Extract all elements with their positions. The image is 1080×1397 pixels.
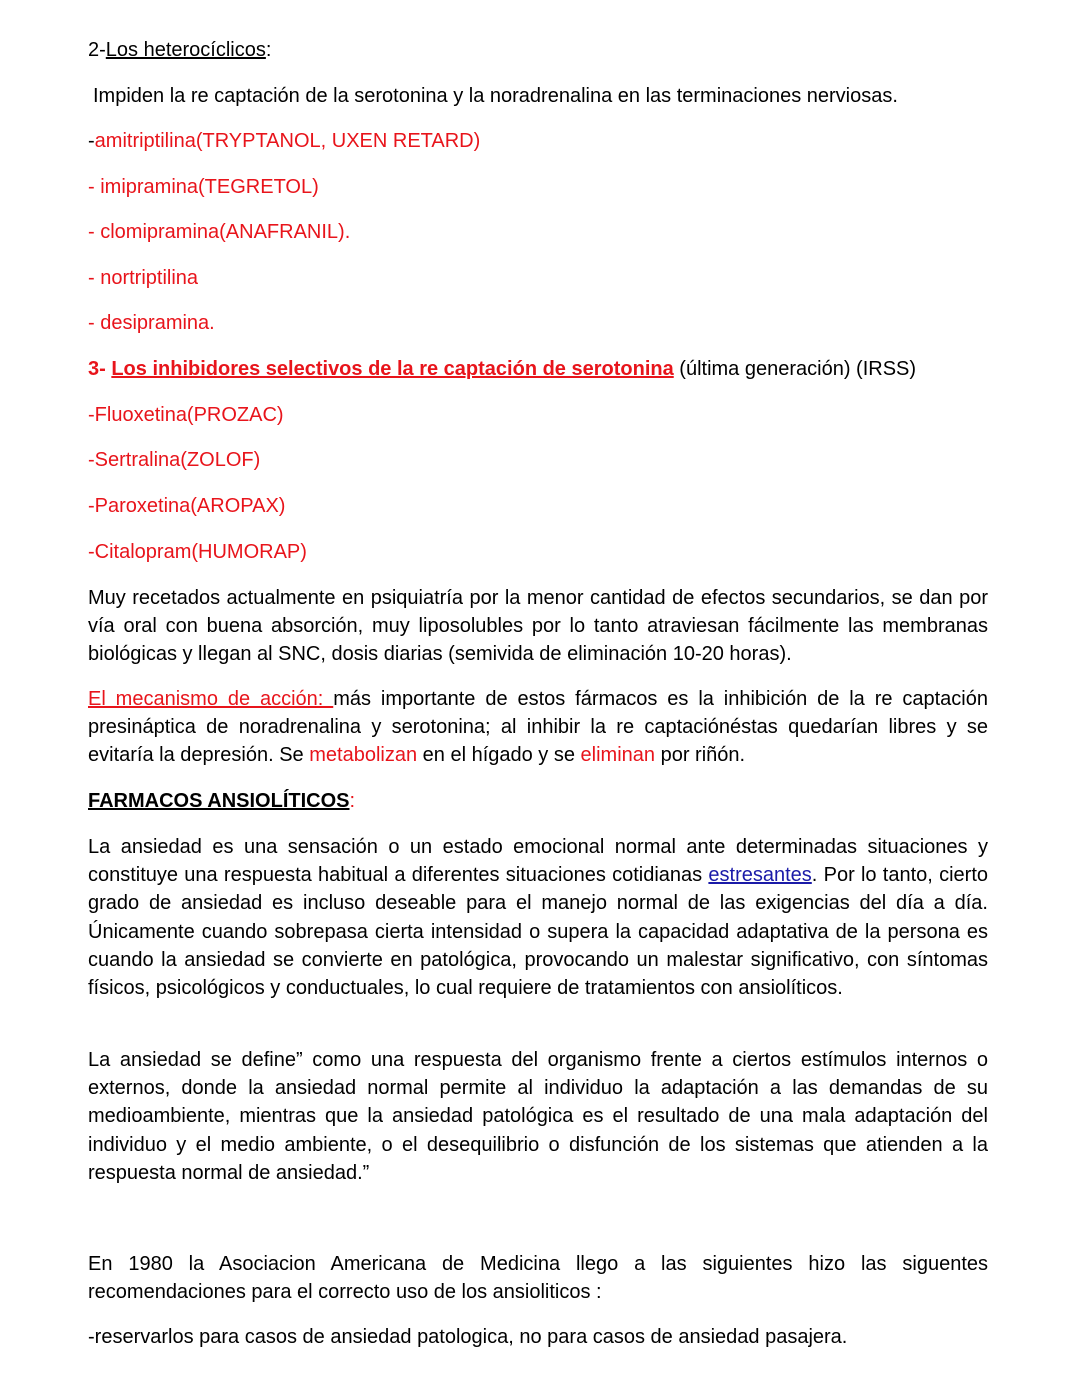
anxiolytics-heading [88,787,355,815]
drug-item: -Citalopram(HUMORAP) [88,541,307,563]
section3-heading [88,355,916,383]
highlight-term: eliminan [580,744,656,767]
drug-item: -Paroxetina(AROPAX) [88,495,286,517]
highlight-term: metabolizan [309,744,418,767]
heading-text: FARMACOS ANSIOLÍTICOS [88,790,350,812]
drug-item: -Fluoxetina(PROZAC) [88,404,284,426]
text: más importante de estos fármacos es la inhibición de la re captación presináptica de noradrenalina y serotonina; al inhibir la re captaciónéstas quedarían libres y se evitaría la depresión. Se [88,688,988,767]
colon: : [349,790,356,812]
section2-description: Impiden la re captación de la serotonina y la noradrenalina en las terminaciones nerviosas. [93,85,898,107]
text: . Por lo tanto, cierto grado de ansiedad es incluso deseable para el manejo normal de las exigencias del día a día. Únicamente cuando sobrepasa cierta intensidad o supera la capacidad adaptativa de la persona es cuando la ansiedad se convierte en patológica, provocando un malestar significativo, con síntomas físicos, psicológicos y conductuales, lo cual requiere de tratamientos con ansiolíticos. [88,864,988,1000]
section-subtitle: (última generación) (IRSS) [673,358,917,380]
mechanism-label: El mecanismo de acción: [88,688,334,710]
section2-heading [88,36,271,64]
anxiety-paragraph-2: La ansiedad se define” como una respuesta del organismo frente a ciertos estímulos internos o externos, donde la ansiedad normal permite al individuo la adaptación a las demandas de su medioambiente, mientras que la ansiedad patológica es el resultado de una mala adaptación del individuo y el medio ambiente, o el desequilibrio o disfunción de los sistemas que atienden a la respuesta normal de ansiedad.” [88,1049,988,1184]
text: por riñón. [655,744,746,767]
drug-item [88,127,480,155]
drug-item: - clomipramina(ANAFRANIL). [88,221,351,243]
drug-item: - nortriptilina [88,267,199,289]
drug-name: amitriptilina(TRYPTANOL, UXEN RETARD) [94,130,481,152]
anxiety-paragraph-1 [88,833,988,1002]
drug-item: -Sertralina(ZOLOF) [88,449,261,471]
section-number: 3- [88,358,112,380]
recommendation-item: -reservarlos para casos de ansiedad patologica, no para casos de ansiedad pasajera. [88,1326,848,1348]
text: La ansiedad es una sensación o un estado emocional normal ante determinadas situaciones y constituye una respuesta habitual a diferentes situaciones cotidianas [88,836,988,887]
colon: : [265,39,272,61]
drug-item: - desipramina. [88,312,215,334]
section-title: Los heterocíclicos [105,39,266,61]
section-title: Los inhibidores selectivos de la re captación de serotonina [111,358,674,380]
text: en el hígado y se [417,744,581,767]
mechanism-paragraph [88,685,988,770]
irss-paragraph: Muy recetados actualmente en psiquiatría por la menor cantidad de efectos secundarios, se dan por vía oral con buena absorción, muy liposolubles por lo tanto atraviesan fácilmente las membranas biológicas y llegan al SNC, dosis diarias (semivida de eliminación 10-20 horas). [88,587,988,666]
recommendations-intro: En 1980 la Asociacion Americana de Medicina llego a las siguientes hizo las siguentes recomendaciones para el correcto uso de los ansioliticos : [88,1253,988,1304]
drug-item: - imipramina(TEGRETOL) [88,176,319,198]
section-number: 2- [88,39,106,61]
dash: - [88,130,95,152]
estresantes-link[interactable]: estresantes [708,864,812,887]
